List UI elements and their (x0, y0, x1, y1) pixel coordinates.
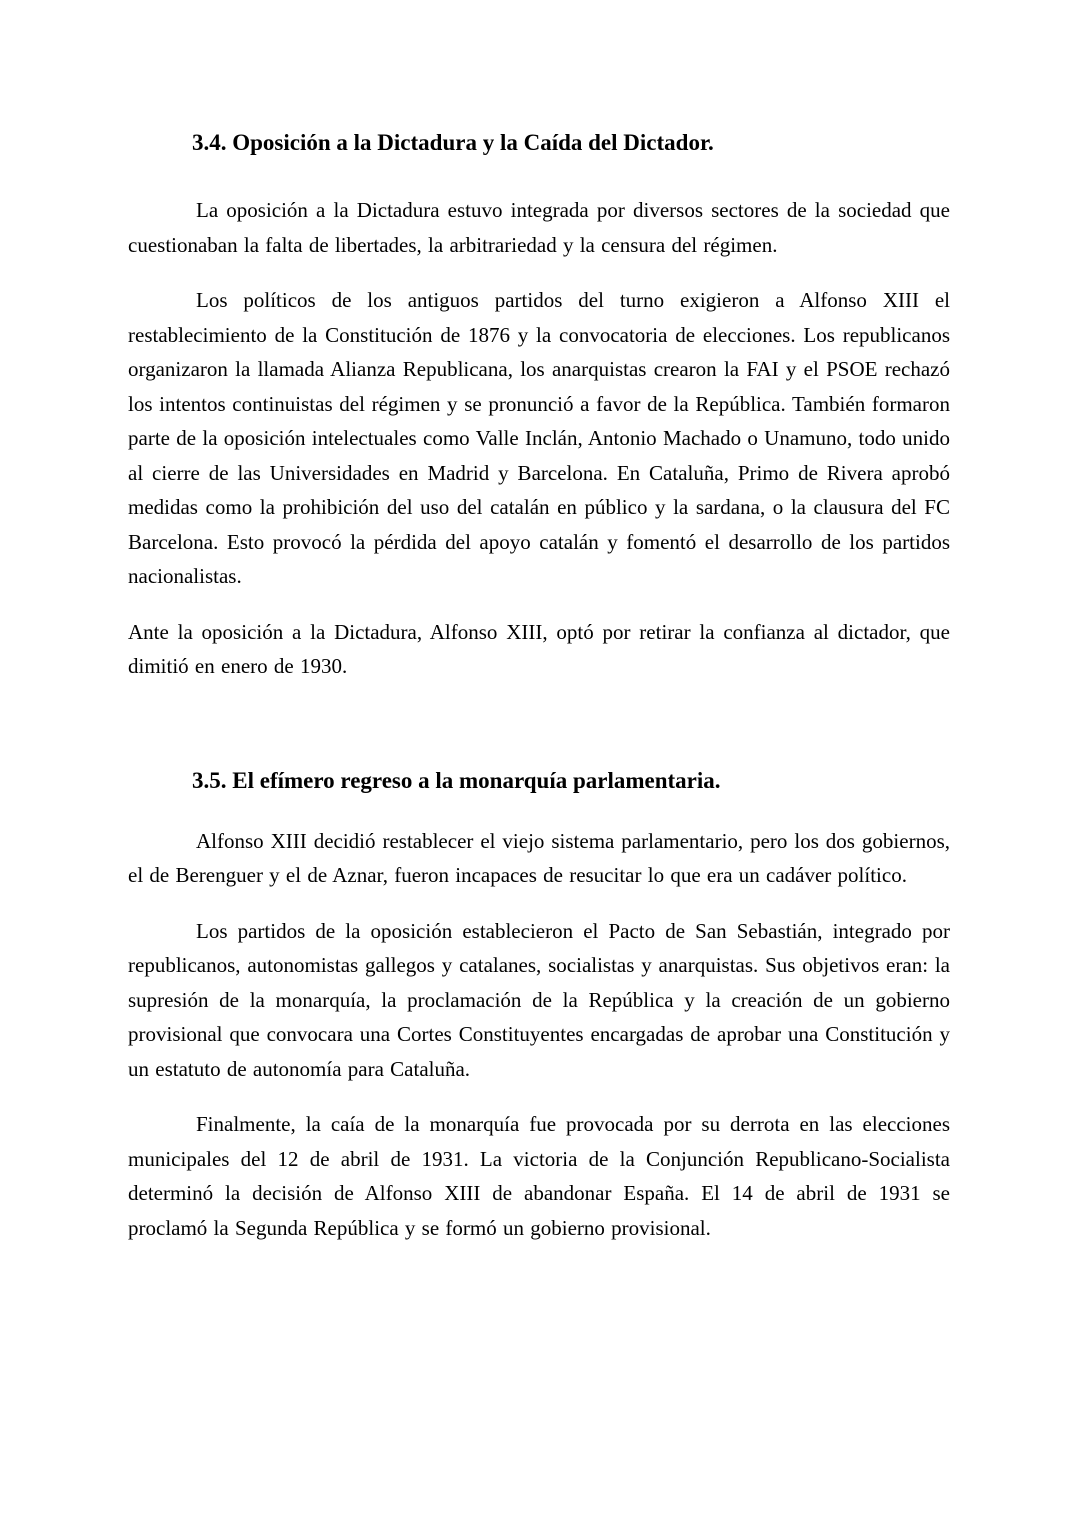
section-3-4 (128, 126, 950, 684)
paragraph-politicians-turno: Los políticos de los antiguos partidos del turno exigieron a Alfonso XIII el restablecimiento de la Constitución de 1876 y la convocatoria de elecciones. Los republicanos organizaron la llamada Alianza Republicana, los anarquistas crearon la FAI y el PSOE rechazó los intentos continuistas del régimen y se pronunció a favor de la República. También formaron parte de la oposición intelectuales como Valle Inclán, Antonio Machado o Unamuno, todo unido al cierre de las Universidades en Madrid y Barcelona. En Cataluña, Primo de Rivera aprobó medidas como la prohibición del uso del catalán en público y la sardana, o la clausura del FC Barcelona. Esto provocó la pérdida del apoyo catalán y fomentó el desarrollo de los partidos nacionalistas. (128, 288, 950, 588)
paragraph-dictator-resignation: Ante la oposición a la Dictadura, Alfonso XIII, optó por retirar la confianza al dictador, que dimitió en enero de 1930. (128, 619, 950, 678)
paragraph-parliamentary-return: Alfonso XIII decidió restablecer el viejo sistema parlamentario, pero los dos gobiernos, el de Berenguer y el de Aznar, fueron incapaces de resucitar lo que era un cadáver político. (128, 828, 950, 887)
paragraph-monarchy-fall: Finalmente, la caía de la monarquía fue provocada por su derrota en las elecciones municipales del 12 de abril de 1931. La victoria de la Conjunción Republicano-Socialista determinó la decisión de Alfonso XIII de abandonar España. El 14 de abril de 1931 se proclamó la Segunda República y se formó un gobierno provisional. (128, 1112, 950, 1240)
section-3-5 (128, 764, 950, 1246)
paragraph-opposition-sectors: La oposición a la Dictadura estuvo integrada por diversos sectores de la sociedad que cuestionaban la falta de libertades, la arbitrariedad y la censura del régimen. (128, 198, 950, 257)
section-heading-3-5: 3.5. El efímero regreso a la monarquía parlamentaria. (192, 767, 721, 793)
paragraph-pacto-san-sebastian: Los partidos de la oposición establecieron el Pacto de San Sebastián, integrado por republicanos, autonomistas gallegos y catalanes, socialistas y anarquistas. Sus objetivos eran: la supresión de la monarquía, la proclamación de la República y la creación de un gobierno provisional que convocara una Cortes Constituyentes encargadas de aprobar una Constitución y un estatuto de autonomía para Cataluña. (128, 918, 950, 1081)
section-heading-3-4: 3.4. Oposición a la Dictadura y la Caída del Dictador. (192, 130, 714, 155)
